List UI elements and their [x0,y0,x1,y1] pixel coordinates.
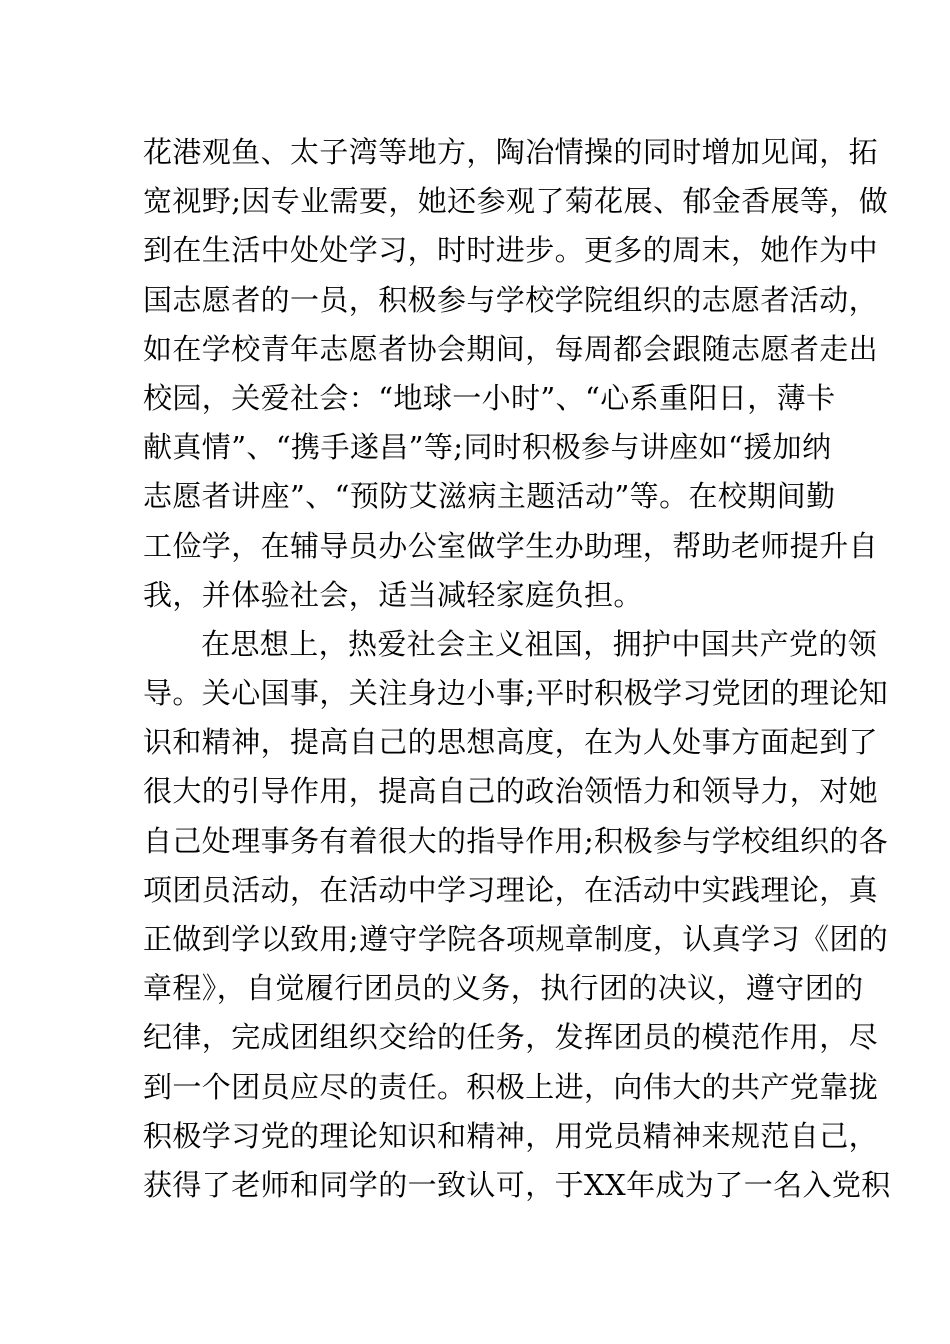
text-line: 很大的引导作用，提高自己的政治领悟力和领导力，对她 [143,774,879,809]
text-line: 宽视野;因专业需要，她还参观了菊花展、郁金香展等，做 [143,184,889,219]
text-line: 自己处理事务有着很大的指导作用;积极参与学校组织的各 [143,823,889,858]
text-line: 花港观鱼、太子湾等地方，陶冶情操的同时增加见闻，拓 [143,135,879,169]
text-line: 获得了老师和同学的一致认可，于XX年成为了一名入党积 [143,1167,891,1202]
text-line: 志愿者讲座”、“预防艾滋病主题活动”等。在校期间勤 [143,479,836,514]
text-line: 我，并体验社会，适当减轻家庭负担。 [143,577,643,612]
text-line: 如在学校青年志愿者协会期间，每周都会跟随志愿者走出 [143,331,879,366]
text-line: 积极学习党的理论知识和精神，用党员精神来规范自己， [143,1118,879,1153]
text-line: 章程》，自觉履行团员的义务，执行团的决议，遵守团的 [143,971,864,1006]
text-line: 到在生活中处处学习，时时进步。更多的周末，她作为中 [143,233,879,268]
text-line: 项团员活动，在活动中学习理论，在活动中实践理论，真 [143,872,879,907]
text-line: 国志愿者的一员，积极参与学校学院组织的志愿者活动， [143,282,879,317]
text-line: 校园，关爱社会：“地球一小时”、“心系重阳日，薄卡 [143,380,836,415]
text-line: 纪律，完成团组织交给的任务，发挥团员的模范作用，尽 [143,1020,879,1055]
text-line-indented: 在思想上，热爱社会主义祖国，拥护中国共产党的领 [201,626,878,661]
document-body [143,128,891,1210]
text-line: 导。关心国事，关注身边小事;平时积极学习党团的理论知 [143,676,889,711]
text-line: 识和精神，提高自己的思想高度，在为人处事方面起到了 [143,725,879,760]
paragraph-volunteer-activities [143,128,889,620]
text-line: 正做到学以致用;遵守学院各项规章制度，认真学习《团的 [143,922,889,956]
text-line: 到一个团员应尽的责任。积极上进，向伟大的共产党靠拢 [143,1069,879,1104]
text-line: 工俭学，在辅导员办公室做学生办助理，帮助老师提升自 [143,528,879,563]
text-line: 献真情”、“携手遂昌”等;同时积极参与讲座如“援加纳 [143,430,832,465]
paragraph-ideology [143,620,891,1210]
